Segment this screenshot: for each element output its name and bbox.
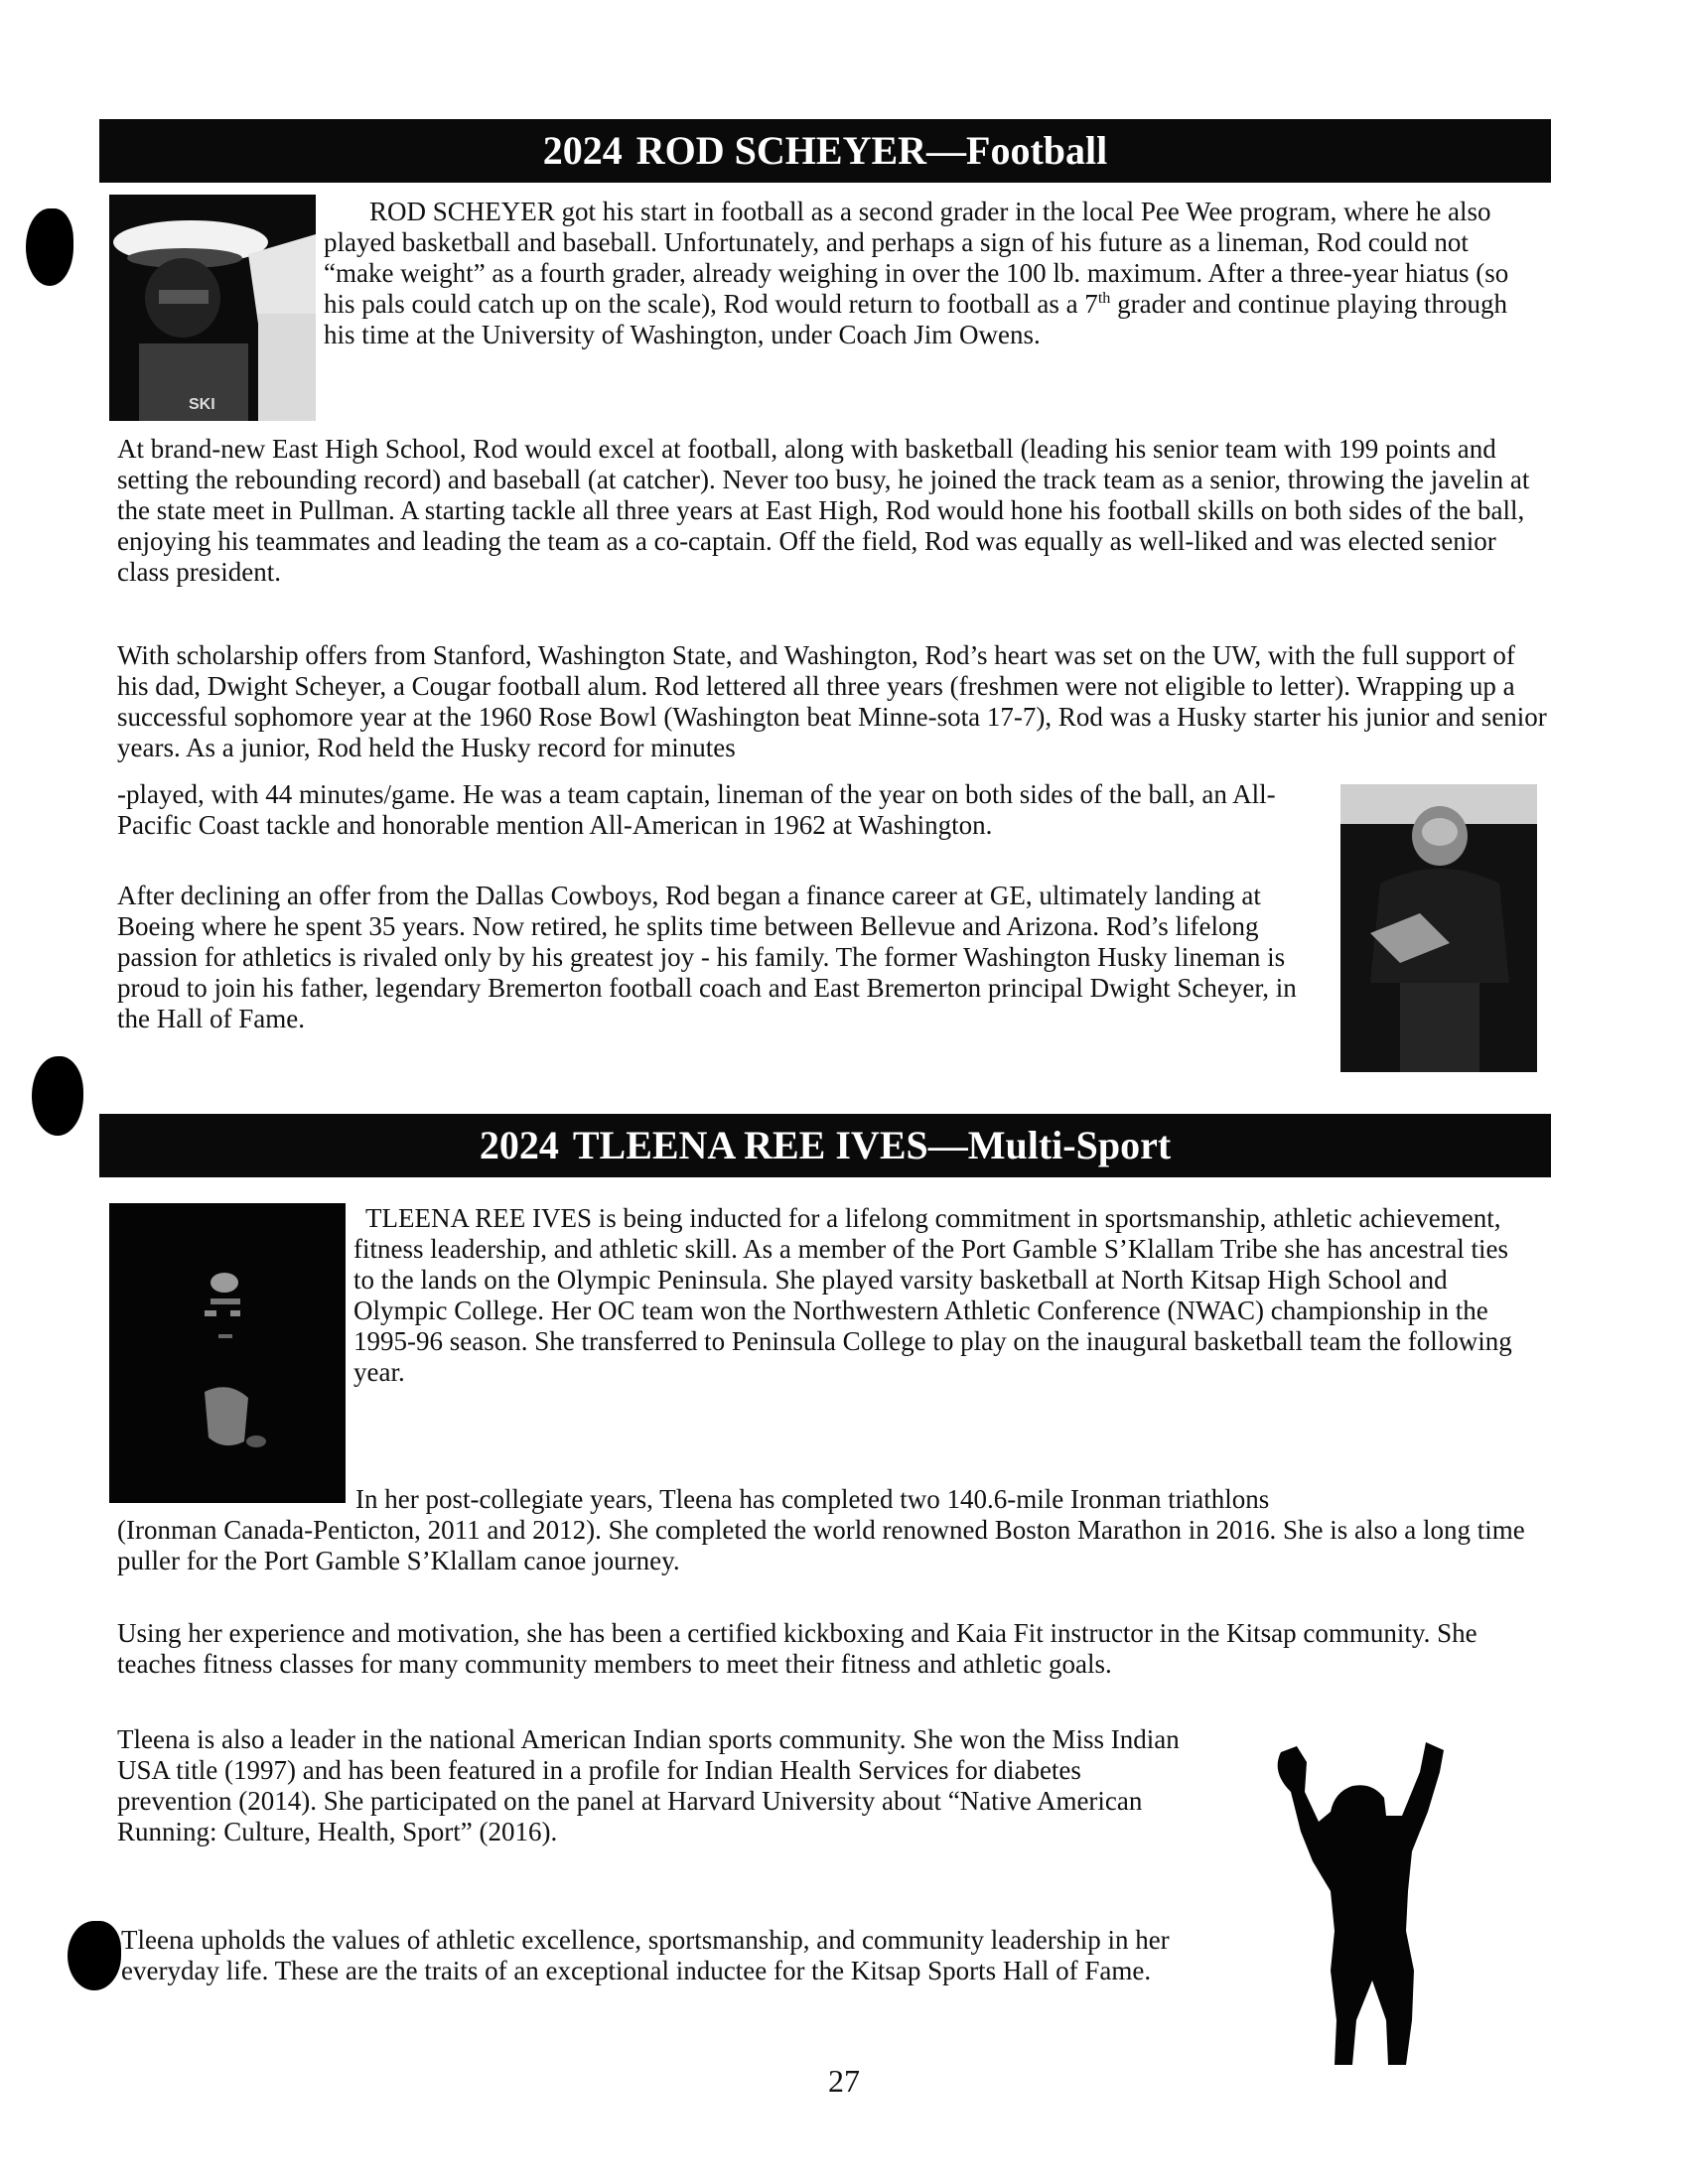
rod-paragraph-5: After declining an offer from the Dallas Cowboys, Rod began a finance career at GE, ultimately landing at Boeing where he spent 35 years. Now retired, he splits time between Bellevue and Arizona. Rod’s lifelong passion for athletics is rivaled only by his greatest joy - his family. The former Washington Husky lineman is proud to join his father, legendary Bremerton football coach and East Bremerton principal Dwight Scheyer, in the Hall of Fame. <box>117 881 1297 1033</box>
binder-hole-mark <box>32 1056 83 1136</box>
rod-paragraph-1: ROD SCHEYER got his start in football as a second grader in the local Pee Wee program, where he also played basketball and baseball. Unfortunately, and perhaps a sign of his future as a lineman, Rod could not “make weight” as a fourth grader, already weighing in over the 100 lb. maximum. After a three-year hiatus (so his pals could catch up on the scale), Rod would return to football as a 7th grader and continue playing through his time at the University of Washington, under Coach Jim Owens. <box>324 197 1509 349</box>
rod-paragraph-2: At brand-new East High School, Rod would excel at football, along with basketball (leading his senior team with 199 points and setting the rebounding record) and baseball (at catcher). Never too busy, he joined the track team as a senior, throwing the javelin at the state meet in Pullman. A starting tackle all three years at East High, Rod would hone his football skills on both sides of the ball, enjoying his teammates and leading the team as a co-captain. Off the field, Rod was equally as well-liked and was elected senior class president. <box>117 434 1530 587</box>
section-banner-tleena-ree-ives <box>99 1114 1551 1177</box>
tleena-ives-portrait-photo <box>109 1203 346 1503</box>
page-number: 27 <box>828 2063 860 2099</box>
binder-hole-mark <box>68 1921 121 1990</box>
tleena-paragraph-3: Using her experience and motivation, she has been a certified kickboxing and Kaia Fit instructor in the Kitsap community. She teaches fitness classes for many community members to meet their fitness and athletic goals. <box>117 1618 1477 1679</box>
binder-hole-mark <box>26 208 73 286</box>
banner-title: ROD SCHEYER—Football <box>635 128 1108 173</box>
tleena-paragraph-1: TLEENA REE IVES is being inducted for a lifelong commitment in sportsmanship, athletic achievement, fitness leadership, and athletic skill. As a member of the Port Gamble S’Klallam Tribe she has ancestral ties to the lands on the Olympic Peninsula. She played varsity basketball at North Kitsap High School and Olympic College. Her OC team won the Northwestern Athletic Conference (NWAC) championship in the 1995-96 season. She transferred to Peninsula College to play on the inaugural basketball team the following year. <box>353 1203 1512 1387</box>
banner-title: TLEENA REE IVES—Multi-Sport <box>572 1123 1172 1167</box>
tleena-ives-silhouette-photo <box>1261 1732 1470 2070</box>
tleena-paragraph-2-start: In her post-collegiate years, Tleena has completed two 140.6-mile Ironman triathlons <box>355 1484 1270 1514</box>
tleena-paragraph-2-cont: (Ironman Canada-Penticton, 2011 and 2012). She completed the world renowned Boston Marathon in 2016. She is also a long time puller for the Port Gamble S’Klallam canoe journey. <box>117 1515 1525 1575</box>
rod-scheyer-portrait-photo <box>109 195 316 421</box>
rod-paragraph-3: With scholarship offers from Stanford, Washington State, and Washington, Rod’s heart was set on the UW, with the full support of his dad, Dwight Scheyer, a Cougar football alum. Rod lettered all three years (freshmen were not eligible to letter). Wrapping up a successful sophomore year at the 1960 Rose Bowl (Washington beat Minne-sota 17-7), Rod was a Husky starter his junior and senior years. As a junior, Rod held the Husky record for minutes <box>117 640 1547 762</box>
tleena-paragraph-5: Tleena upholds the values of athletic excellence, sportsmanship, and community leadership in her everyday life. These are the traits of an exceptional inductee for the Kitsap Sports Hall of Fame. <box>121 1925 1170 1985</box>
svg-text:SKI: SKI <box>189 396 215 413</box>
rod-paragraph-4: -played, with 44 minutes/game. He was a team captain, lineman of the year on both sides of the ball, an All-Pacific Coast tackle and honorable mention All-American in 1962 at Washington. <box>117 779 1276 840</box>
tleena-paragraph-4: Tleena is also a leader in the national American Indian sports community. She won the Miss Indian USA title (1997) and has been featured in a profile for Indian Health Services for diabetes prevention (2014). She participated on the panel at Harvard University about “Native American Running: Culture, Health, Sport” (2016). <box>117 1724 1180 1846</box>
banner-year: 2024 <box>542 128 623 173</box>
section-banner-rod-scheyer <box>99 119 1551 183</box>
banner-year: 2024 <box>479 1123 559 1167</box>
rod-scheyer-football-photo <box>1340 784 1537 1072</box>
